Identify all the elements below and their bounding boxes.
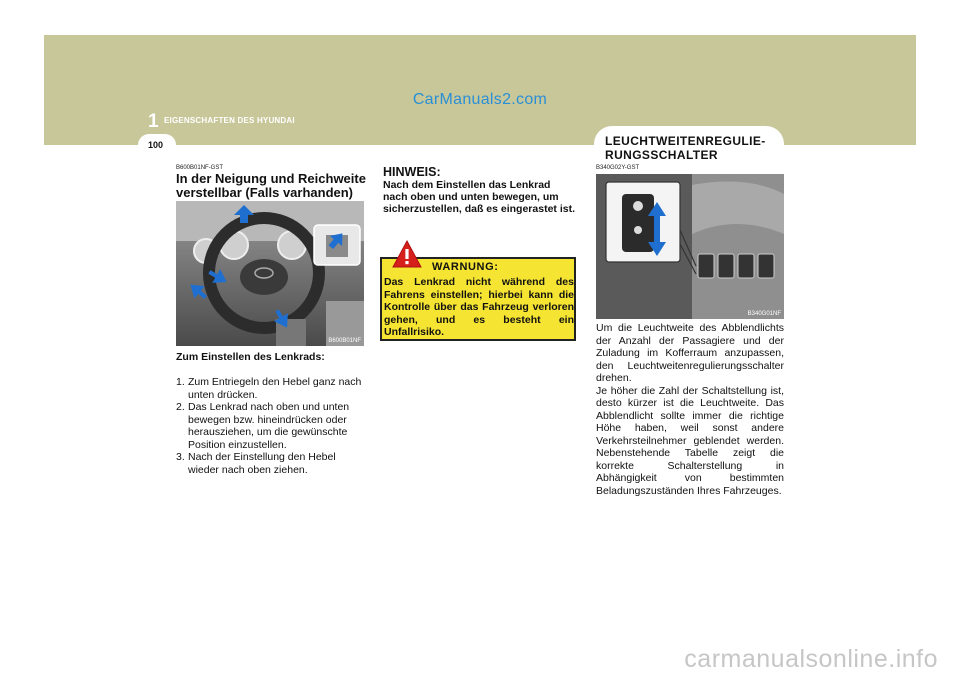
list-item: 3. Nach der Einstellung den Hebel wieder nach oben ziehen. [176,451,336,476]
note-block [383,165,575,215]
left-figure-label: B600B01NF [328,338,361,344]
paragraph: Je höher die Zahl der Schaltstellung ist, desto kürzer ist die Leuchtweite. Das Abblendlicht sollte immer die richtige Höhe haben, weil sonst andere Verkehrsteilnehmer geblendet werden. Nebenstehende Tabelle zeigt die korrekte Schalterstellung in Abhängigkeit von bestimmten Beladungszuständen Ihres Fahrzeuges. [596,384,784,497]
warning-text: Das Lenkrad nicht während des Fahrens einstellen; hierbei kann die Kontrolle über das Fahrzeug verloren gehen, und es besteht ein Unfallrisiko. [384,276,574,338]
steering-wheel-photo [176,201,364,346]
right-figure-label: B340G01NF [747,311,781,317]
adjust-steps-list [176,376,364,476]
note-text: Nach dem Einstellen das Lenkrad nach oben und unten bewegen, um sicherzustellen, daß es eingerastet ist. [383,179,575,215]
warning-triangle-icon [392,240,422,268]
list-item: 2. Das Lenkrad nach oben und unten bewegen bzw. hineindrücken oder herausziehen, um die gewünschte Position einzustellen. [176,401,350,451]
right-reference-code: B340G02Y-GST [596,165,640,171]
paragraph: Um die Leuchtweite des Abblendlichts der Anzahl der Passagiere und der Zuladung im Kofferraum anzupassen, den Leuchtweitenregulierungsschalter drehen. [596,322,784,384]
warning-title: WARNUNG: [432,261,499,273]
headlight-switch-illustration [596,174,784,319]
bottom-watermark[interactable]: carmanualsonline.info [684,645,938,673]
top-watermark[interactable]: CarManuals2.com [412,91,548,108]
page-number: 100 [148,140,164,150]
section-title: LEUCHTWEITENREGULIE-RUNGSSCHALTER [605,134,766,162]
note-title: HINWEIS: [383,165,441,179]
chapter-number: 1 [148,111,159,132]
headlight-description [596,322,784,497]
left-heading: In der Neigung und Reichweite verstellbar (Falls varhanden) [176,171,366,200]
adjust-subheading: Zum Einstellen des Lenkrads: [176,351,325,363]
steering-wheel-illustration [176,201,364,346]
header-band [44,35,916,145]
left-reference-code: B600B01NF-GST [176,165,224,171]
list-item: 1. Zum Entriegeln den Hebel ganz nach unten drücken. [176,376,362,401]
headlight-switch-photo [596,174,784,319]
chapter-title: EIGENSCHAFTEN DES HYUNDAI [164,116,295,125]
